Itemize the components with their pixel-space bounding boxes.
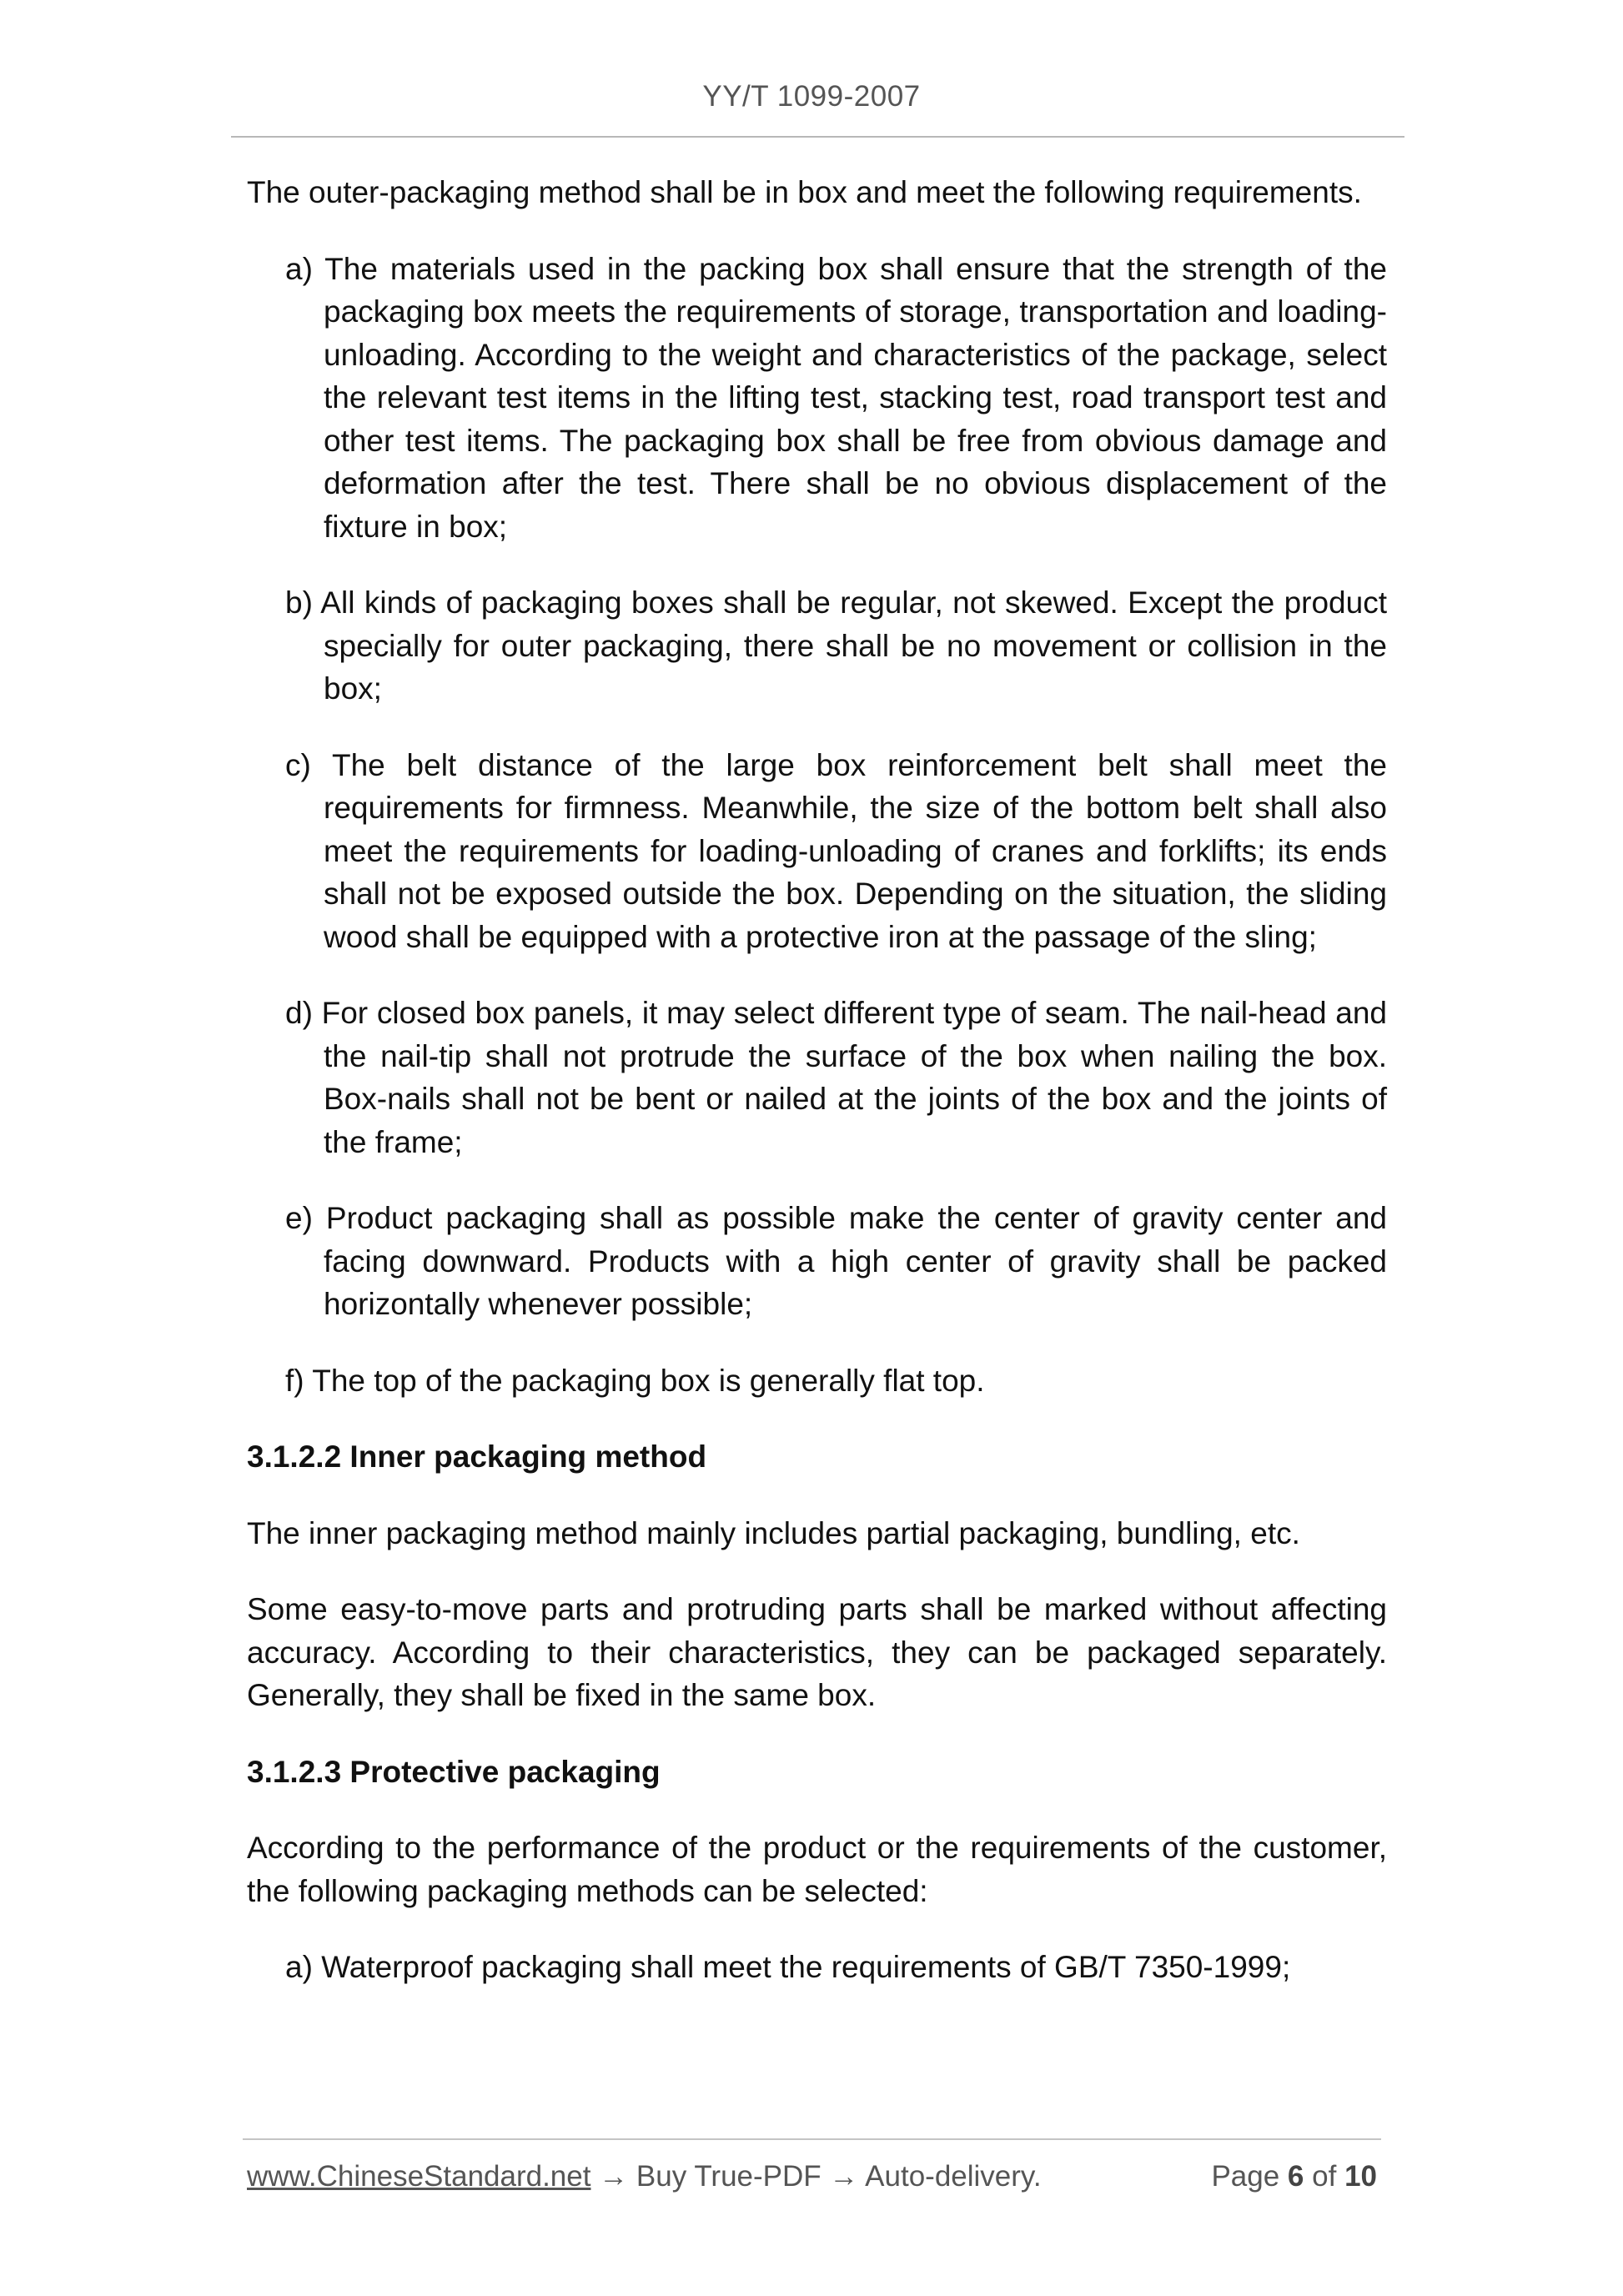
outer-packaging-list: [247, 248, 1387, 1403]
list-item-text: Product packaging shall as possible make the center of gravity center and facing downward. Products with a high center of gravity shall be packed horizontally whenever possible;: [324, 1201, 1387, 1321]
list-item: [247, 1359, 1387, 1403]
section-heading-protective-packaging: 3.1.2.3 Protective packaging: [247, 1754, 661, 1789]
list-item-text: The materials used in the packing box shall ensure that the strength of the packaging box meets the requirements of storage, transportation and loading-unloading. According to the weight and characteristics of the package, select the relevant test items in the lifting test, stacking test, road transport test and other test items. The packaging box shall be free from obvious damage and deformation after the test. There shall be no obvious displacement of the fixture in box;: [324, 251, 1387, 544]
list-item: [247, 992, 1387, 1163]
current-page-number: 6: [1287, 2160, 1304, 2193]
header-divider: [231, 136, 1404, 138]
of-word: of: [1312, 2160, 1337, 2193]
section-heading-inner-packaging: 3.1.2.2 Inner packaging method: [247, 1439, 707, 1474]
list-item-label: b): [285, 585, 313, 620]
inner-packaging-para-2: Some easy-to-move parts and protruding parts shall be marked without affecting accuracy. According to their characteristics, they can be packaged separately. Generally, they shall be fixed in the same box.: [247, 1592, 1387, 1712]
list-item-label: a): [285, 251, 313, 286]
page-indicator: [1211, 2160, 1377, 2193]
outer-packaging-intro: The outer-packaging method shall be in box and meet the following requirements.: [247, 175, 1362, 209]
list-item: [247, 1197, 1387, 1326]
list-item-text: The belt distance of the large box reinforcement belt shall meet the requirements for firmness. Meanwhile, the size of the bottom belt shall also meet the requirements for loading-unloading of cranes and forklifts; its ends shall not be exposed outside the box. Depending on the situation, the sliding wood shall be equipped with a protective iron at the passage of the sling;: [324, 747, 1387, 954]
document-header: [0, 80, 1623, 113]
list-item-text: All kinds of packaging boxes shall be regular, not skewed. Except the product specially for outer packaging, there shall be no movement or collision in the box;: [320, 585, 1387, 706]
standard-code: YY/T 1099-2007: [702, 80, 921, 113]
list-item: [247, 1946, 1387, 1989]
site-link[interactable]: www.ChineseStandard.net: [247, 2160, 591, 2193]
page-word: Page: [1211, 2160, 1280, 2193]
list-item: [247, 744, 1387, 959]
inner-packaging-para-1: The inner packaging method mainly includes partial packaging, bundling, etc.: [247, 1515, 1300, 1550]
page-body: [247, 171, 1387, 2022]
footer-divider: [243, 2138, 1381, 2140]
footer-tagline: → Buy True-PDF → Auto-delivery.: [599, 2160, 1042, 2193]
list-item: [247, 248, 1387, 549]
list-item: [247, 581, 1387, 711]
list-item-label: e): [285, 1201, 313, 1235]
list-item-label: d): [285, 996, 313, 1030]
list-item-label: f): [285, 1363, 304, 1398]
list-item-text: The top of the packaging box is generally flat top.: [312, 1363, 985, 1398]
total-page-number: 10: [1344, 2160, 1377, 2193]
list-item-text: Waterproof packaging shall meet the requirements of GB/T 7350-1999;: [321, 1950, 1291, 1984]
footer-promo: [247, 2160, 1042, 2193]
list-item-label: a): [285, 1950, 313, 1984]
protective-packaging-para: According to the performance of the product or the requirements of the customer, the following packaging methods can be selected:: [247, 1831, 1387, 1908]
list-item-label: c): [285, 747, 311, 782]
list-item-text: For closed box panels, it may select different type of seam. The nail-head and the nail-tip shall not protrude the surface of the box when nailing the box. Box-nails shall not be bent or nailed at the joints of the box and the joints of the frame;: [321, 996, 1387, 1159]
